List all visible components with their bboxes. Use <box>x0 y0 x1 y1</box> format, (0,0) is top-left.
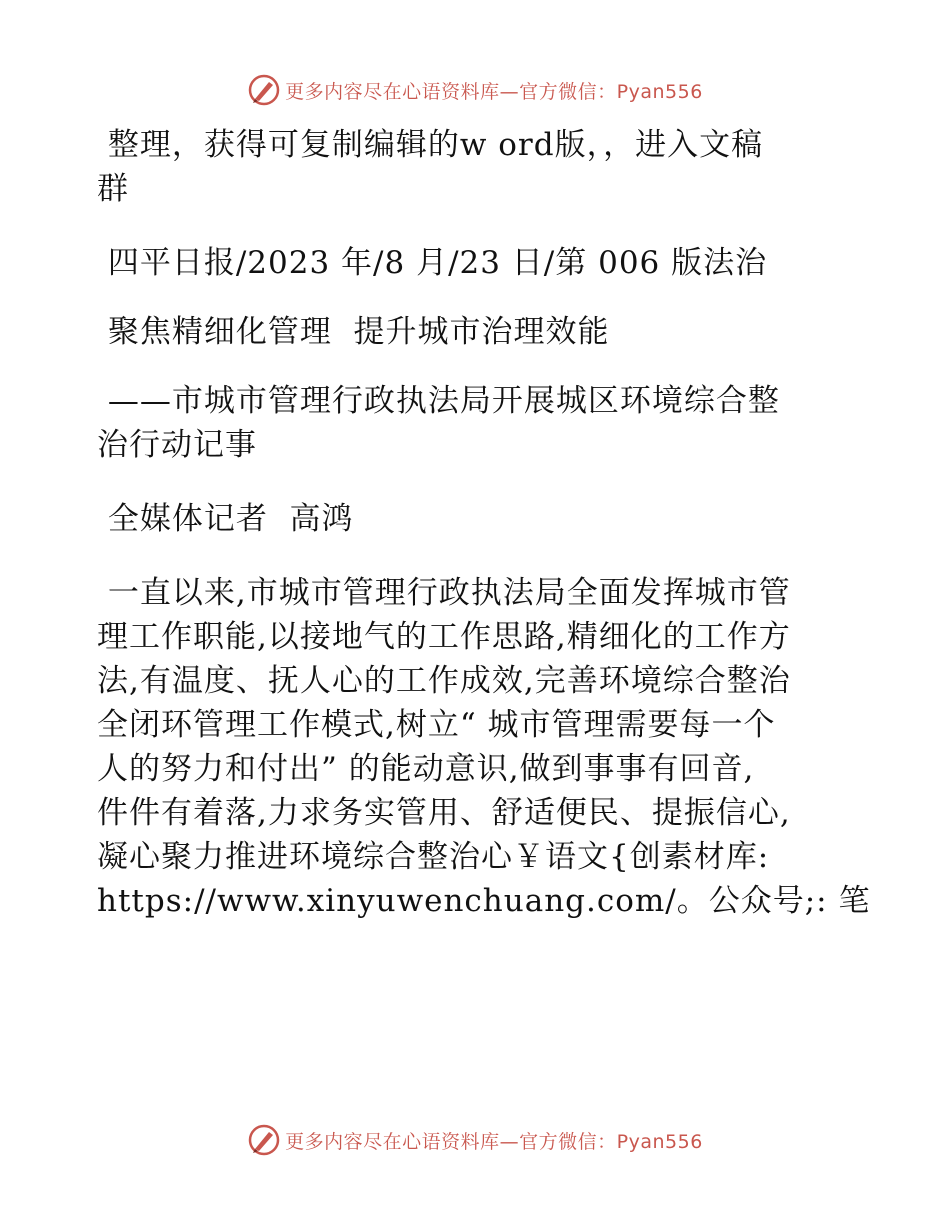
intro-line: 群 <box>97 171 129 207</box>
source-line: 四平日报/2023 年/8 月/23 日/第 006 版法治 <box>97 245 768 281</box>
body-line: 法,有温度、抚人心的工作成效,完善环境综合整治 <box>97 663 791 699</box>
intro-line: 整理，获得可复制编辑的w ord版，，进入文稿 <box>97 127 764 163</box>
body-line: 理工作职能,以接地气的工作思路,精细化的工作方 <box>97 619 791 655</box>
watermark-text: 更多内容尽在心语资料库—官方微信：Pyan556 <box>285 80 703 103</box>
body-line: 人的努力和付出” 的能动意识,做到事事有回音, <box>97 751 755 787</box>
header-watermark-banner <box>0 70 950 110</box>
body-line: 一直以来,市城市管理行政执法局全面发挥城市管 <box>97 575 791 611</box>
byline: 全媒体记者 高鸿 <box>97 501 354 537</box>
body-line: 全闭环管理工作模式,树立“ 城市管理需要每一个 <box>97 707 776 743</box>
article-subtitle: 治行动记事 <box>97 427 257 463</box>
article-title: 聚焦精细化管理 提升城市治理效能 <box>97 314 610 350</box>
quill-pen-icon <box>247 73 281 107</box>
document-body <box>97 123 871 923</box>
footer-watermark-banner <box>0 1120 950 1160</box>
body-line: https://www.xinyuwenchuang.com/。公众号;: 笔 <box>97 883 871 919</box>
body-line: 件件有着落,力求务实管用、舒适便民、提振信心, <box>97 795 791 831</box>
watermark-text: 更多内容尽在心语资料库—官方微信：Pyan556 <box>285 1130 703 1153</box>
article-subtitle: ——市城市管理行政执法局开展城区环境综合整 <box>97 383 780 419</box>
body-line: 凝心聚力推进环境综合整治心￥语文{创素材库: <box>97 839 770 875</box>
quill-pen-icon <box>247 1123 281 1157</box>
